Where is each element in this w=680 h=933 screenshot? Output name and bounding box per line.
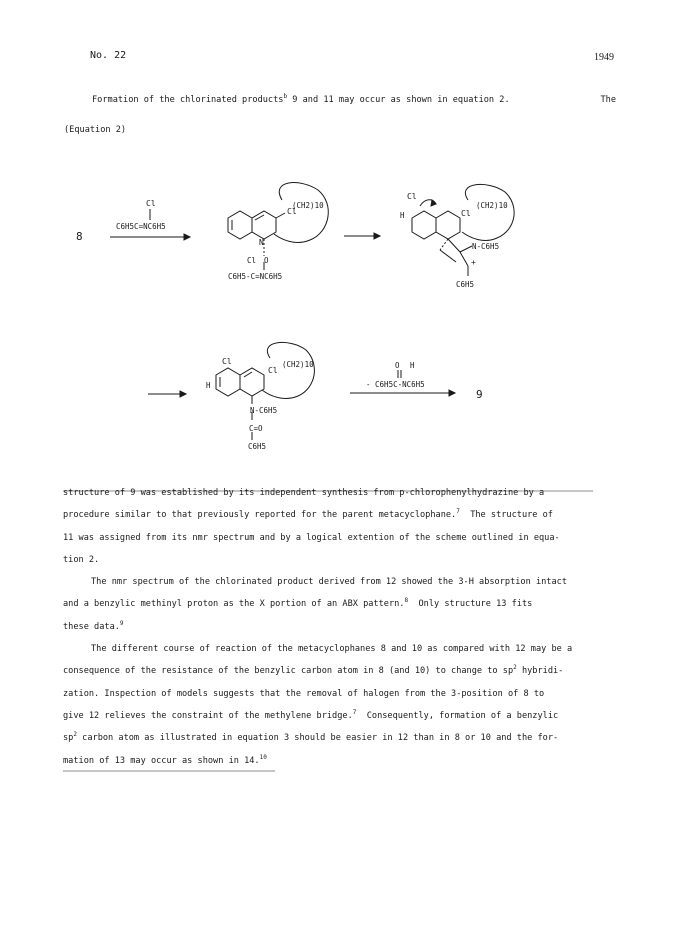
- paragraph-2-line-3: these data.$^9$: [63, 619, 124, 632]
- paragraph-2-line-1: The nmr spectrum of the chlorinated product derived from 12 showed the 3-H absorption intact: [91, 577, 567, 588]
- elim-formula: - C6H5C-NC6H5: [366, 380, 425, 389]
- line-1: structure of 9 was established by its independent synthesis from p-chlorophenylhydrazine by a: [63, 488, 545, 498]
- bridge-label: (CH2)10: [292, 201, 324, 210]
- line-3: 11 was assigned from its nmr spectrum and by a logical extention of the scheme outlined in equa-: [63, 532, 560, 543]
- chloride-anion: Cl: [407, 192, 417, 201]
- hydrogen-label: H: [400, 211, 405, 220]
- elim-hydrogen: H: [410, 361, 415, 370]
- intro-footnote: b: [283, 93, 288, 101]
- imidoyl-group: C6H5-C=NC6H5: [228, 272, 283, 281]
- reagent-cl: Cl: [146, 199, 156, 208]
- oxygen: O: [264, 256, 269, 265]
- structure-intermediate: [412, 184, 514, 276]
- intermediate-c6h5: C6H5: [456, 280, 475, 289]
- arrow-head-1: [184, 234, 190, 240]
- intro-tail: The: [600, 95, 616, 105]
- elim-oxygen: O: [395, 361, 400, 370]
- paragraph-3-line-3: zation. Inspection of models suggests that the removal of halogen from the 3-position of 8 to: [63, 688, 545, 699]
- intermediate-n: N-C6H5: [472, 242, 500, 251]
- intermediate-bridge: (CH2)10: [476, 201, 508, 210]
- product-ring-cl: Cl: [222, 357, 232, 366]
- line-2: procedure similar to that previously reported for the parent metacyclophane.$^7$ The structure of: [63, 508, 553, 521]
- product-cl: Cl: [268, 366, 278, 375]
- chloride: Cl: [247, 256, 257, 265]
- paragraph-3-line-4: give 12 relieves the constraint of the methylene bridge.$^7$ Consequently, formation of a benzylic: [63, 709, 559, 721]
- product-carbonyl: C=O: [249, 424, 263, 433]
- ring-cl: Cl: [287, 207, 297, 216]
- body-text: [63, 486, 623, 768]
- product-n: N-C6H5: [250, 406, 278, 415]
- paragraph-3-line-5: $sp^2$ carbon atom as illustrated in equation 3 should be easier in 12 than in 8 or 10 and the for-: [63, 731, 559, 744]
- equation-label: (Equation 2): [64, 125, 127, 135]
- intermediate-cl: Cl: [461, 209, 471, 218]
- product-h: H: [206, 381, 211, 390]
- page-number: 1949: [594, 52, 614, 63]
- line-4: tion 2.: [63, 554, 100, 565]
- quinolinium-n: N: [259, 238, 264, 247]
- paragraph-3-line-1: The different course of reaction of the metacyclophanes 8 and 10 as compared with 12 may be a: [91, 644, 573, 655]
- intro-rest: may occur as shown in equation 2.: [338, 95, 510, 105]
- product-bridge: (CH2)10: [282, 360, 314, 369]
- paragraph-3-line-2: consequence of the resistance of the benzylic carbon atom in 8 (and 10) to change to $sp^2$ hybridi-: [63, 664, 564, 677]
- reagent-formula: C6H5C=NC6H5: [116, 222, 166, 231]
- start-compound: 8: [76, 230, 83, 243]
- intro-and: and: [302, 95, 319, 105]
- carbocation-sign: +: [471, 258, 476, 267]
- paragraph-3-line-6: mation of 13 may occur as shown in 14.10: [63, 753, 267, 766]
- structure-quinolinium: [228, 183, 328, 270]
- final-compound: 9: [476, 388, 483, 401]
- issue-number: No. 22: [90, 50, 127, 61]
- compound-ref-9: 9: [292, 95, 298, 105]
- compound-ref-11: 11: [323, 95, 334, 105]
- intro-text: Formation of the chlorinated products: [92, 95, 284, 105]
- paragraph-2-line-2: and a benzylic methinyl proton as the X portion of an ABX pattern.$^8$ Only structure 13 fits: [63, 597, 533, 610]
- product-phenyl: C6H5: [248, 442, 267, 451]
